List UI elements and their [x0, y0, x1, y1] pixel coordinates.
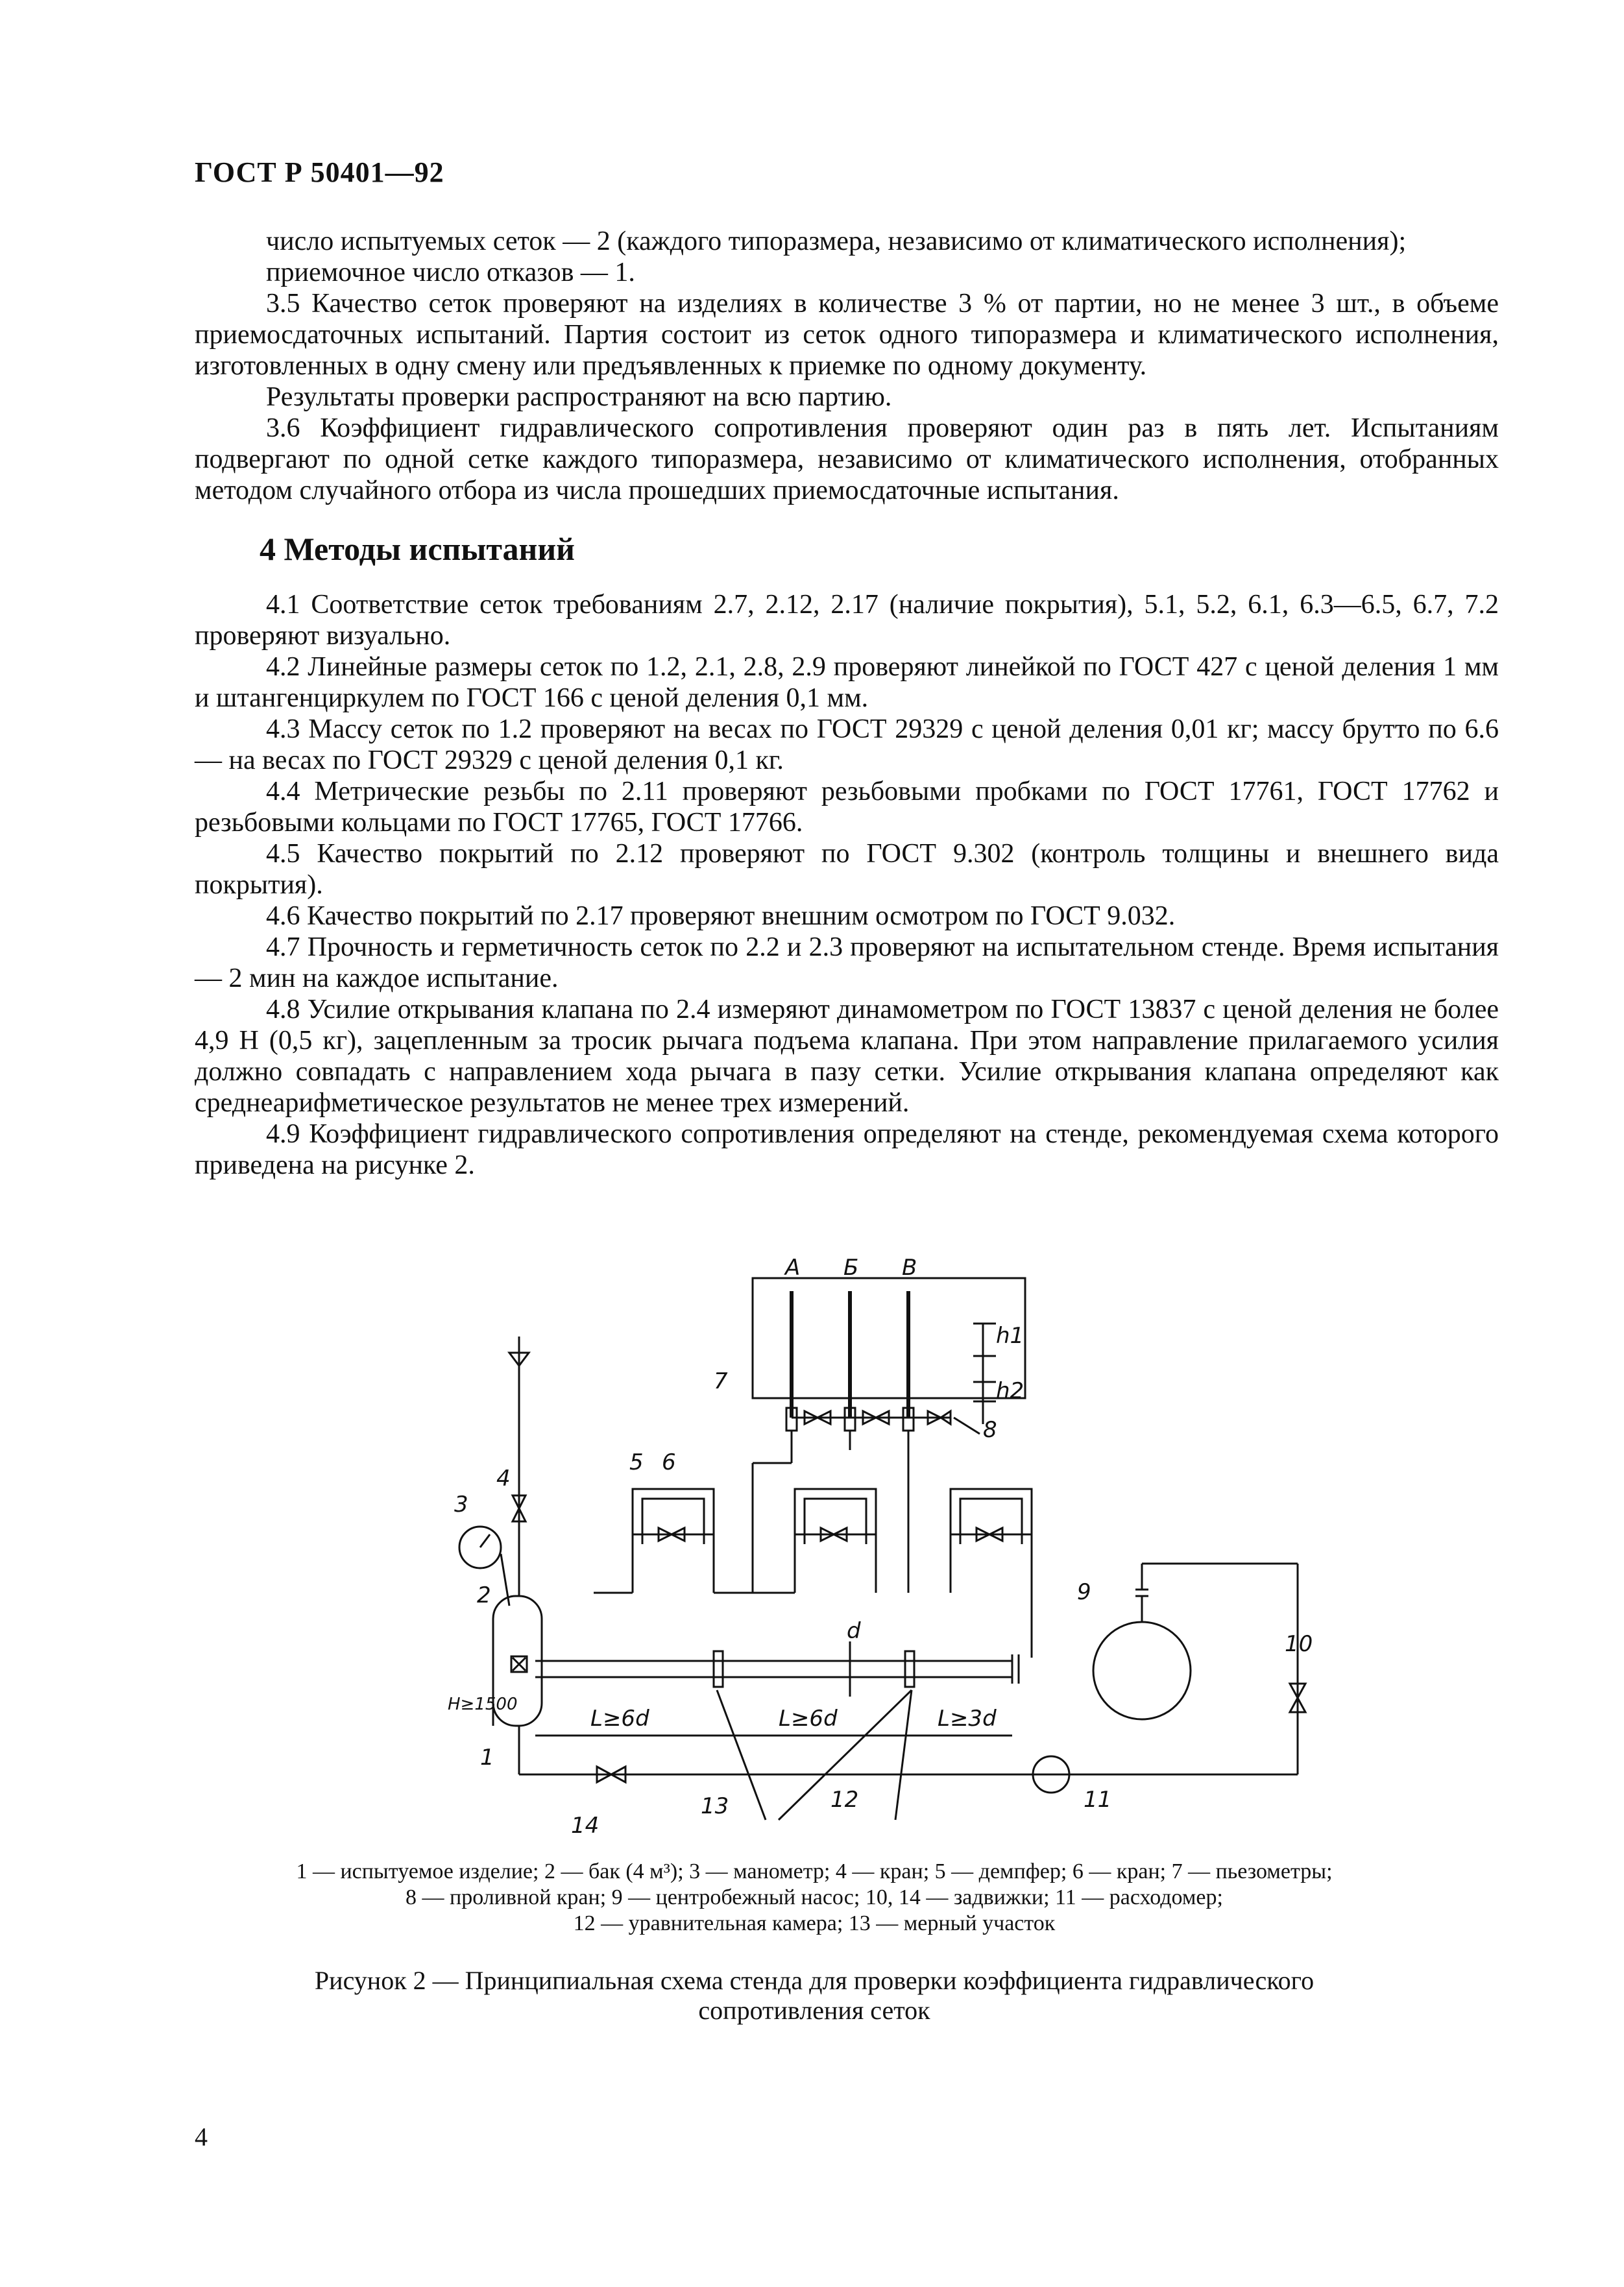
label-L3d: L≥3d	[938, 1706, 997, 1732]
paragraph: 4.5 Качество покрытий по 2.12 проверяют по ГОСТ 9.302 (контроль толщины и внешнего вида покрытия).	[195, 839, 1499, 900]
paragraph: 4.3 Массу сеток по 1.2 проверяют на весах по ГОСТ 29329 с ценой деления 0,01 кг; массу брутто по 6.6 — на весах по ГОСТ 29329 с ценой деления 0,1 кг.	[195, 714, 1499, 775]
label-h2: h2	[996, 1378, 1024, 1404]
label-14: 14	[571, 1813, 600, 1839]
paragraph: 4.1 Соответствие сеток требованиям 2.7, 2.12, 2.17 (наличие покрытия), 5.1, 5.2, 6.1, 6.3—6.5, 6.7, 7.2 проверяют визуально.	[195, 590, 1499, 651]
paragraph: число испытуемых сеток — 2 (каждого типоразмера, независимо от климатического исполнения);	[266, 226, 1407, 256]
paragraph: 4.9 Коэффициент гидравлического сопротивления определяют на стенде, рекомендуемая схема которого приведена на рисунке 2.	[195, 1119, 1499, 1180]
figure-legend	[247, 1859, 1382, 1937]
label-5: 5	[629, 1449, 644, 1475]
paragraph: 3.6 Коэффициент гидравлического сопротивления проверяют один раз в пять лет. Испытаниям подвергают по одной сетке каждого типоразмера, независимо от климатического исполнения, отобранных методом случайного отбора из числа прошедших приемосдаточные испытания.	[195, 413, 1499, 505]
label-12: 12	[830, 1787, 859, 1813]
paragraph: приемочное число отказов — 1.	[266, 258, 635, 287]
label-8: 8	[983, 1417, 997, 1443]
label-A: А	[785, 1255, 801, 1281]
legend-line: 12 — уравнительная камера; 13 — мерный участок	[573, 1911, 1056, 1935]
paragraph: 4.6 Качество покрытий по 2.17 проверяют внешним осмотром по ГОСТ 9.032.	[266, 901, 1176, 931]
label-11: 11	[1084, 1787, 1112, 1813]
legend-line: 8 — проливной кран; 9 — центробежный насос; 10, 14 — задвижки; 11 — расходомер;	[406, 1885, 1223, 1909]
label-13: 13	[701, 1793, 729, 1819]
label-10: 10	[1285, 1631, 1313, 1657]
label-H: H≥1500	[448, 1695, 518, 1714]
test-stand-diagram	[363, 1255, 1479, 1937]
label-6: 6	[662, 1449, 676, 1475]
label-2: 2	[477, 1582, 491, 1608]
label-d: d	[847, 1618, 861, 1644]
paragraph: Результаты проверки распространяют на всю партию.	[266, 382, 892, 412]
page-number: 4	[195, 2122, 208, 2151]
paragraph: 4.2 Линейные размеры сеток по 1.2, 2.1, 2.8, 2.9 проверяют линейкой по ГОСТ 427 с ценой деления 1 мм и штангенциркулем по ГОСТ 166 с ценой деления 0,1 мм.	[195, 652, 1499, 713]
figure-caption: Рисунок 2 — Принципиальная схема стенда для проверки коэффициента гидравлического сопротивления сеток	[314, 1966, 1315, 2025]
label-3: 3	[454, 1492, 468, 1518]
legend-line: 1 — испытуемое изделие; 2 — бак (4 м³); 3 — манометр; 4 — кран; 5 — демпфер; 6 — кран; 7 — пьезометры;	[296, 1859, 1333, 1883]
label-B: Б	[843, 1255, 859, 1281]
label-7: 7	[714, 1368, 728, 1394]
label-9: 9	[1077, 1579, 1091, 1605]
centrifugal-pump	[1093, 1622, 1191, 1719]
paragraph: 4.4 Метрические резьбы по 2.11 проверяют резьбовыми пробками по ГОСТ 17761, ГОСТ 17762 и резьбовыми кольцами по ГОСТ 17765, ГОСТ 17766.	[195, 777, 1499, 838]
label-L6d-2: L≥6d	[779, 1706, 838, 1732]
label-1: 1	[480, 1745, 494, 1771]
paragraph: 4.7 Прочность и герметичность сеток по 2.2 и 2.3 проверяют на испытательном стенде. Время испытания — 2 мин на каждое испытание.	[195, 932, 1499, 993]
body-text	[195, 226, 1499, 1181]
paragraph: 3.5 Качество сеток проверяют на изделиях в количестве 3 % от партии, но не менее 3 шт., в объеме приемосдаточных испытаний. Партия состоит из сеток одного типоразмера и климатического исполнения, изготовленных в одну смену или предъявленных к приемке по одному документу.	[195, 289, 1499, 381]
section-title: 4 Методы испытаний	[260, 531, 575, 567]
label-V: В	[902, 1255, 917, 1281]
label-4: 4	[496, 1466, 511, 1492]
label-h1: h1	[996, 1323, 1024, 1349]
document-header: ГОСТ Р 50401—92	[195, 156, 444, 188]
paragraph: 4.8 Усилие открывания клапана по 2.4 измеряют динамометром по ГОСТ 13837 с ценой деления не более 4,9 Н (0,5 кг), зацепленным за тросик рычага подъема клапана. При этом направление прилагаемого усилия должно совпадать с направлением хода рычага в пазу сетки. Усилие открывания клапана определяют как среднеарифметическое результатов не менее трех измерений.	[195, 995, 1499, 1118]
label-L6d-1: L≥6d	[590, 1706, 649, 1732]
